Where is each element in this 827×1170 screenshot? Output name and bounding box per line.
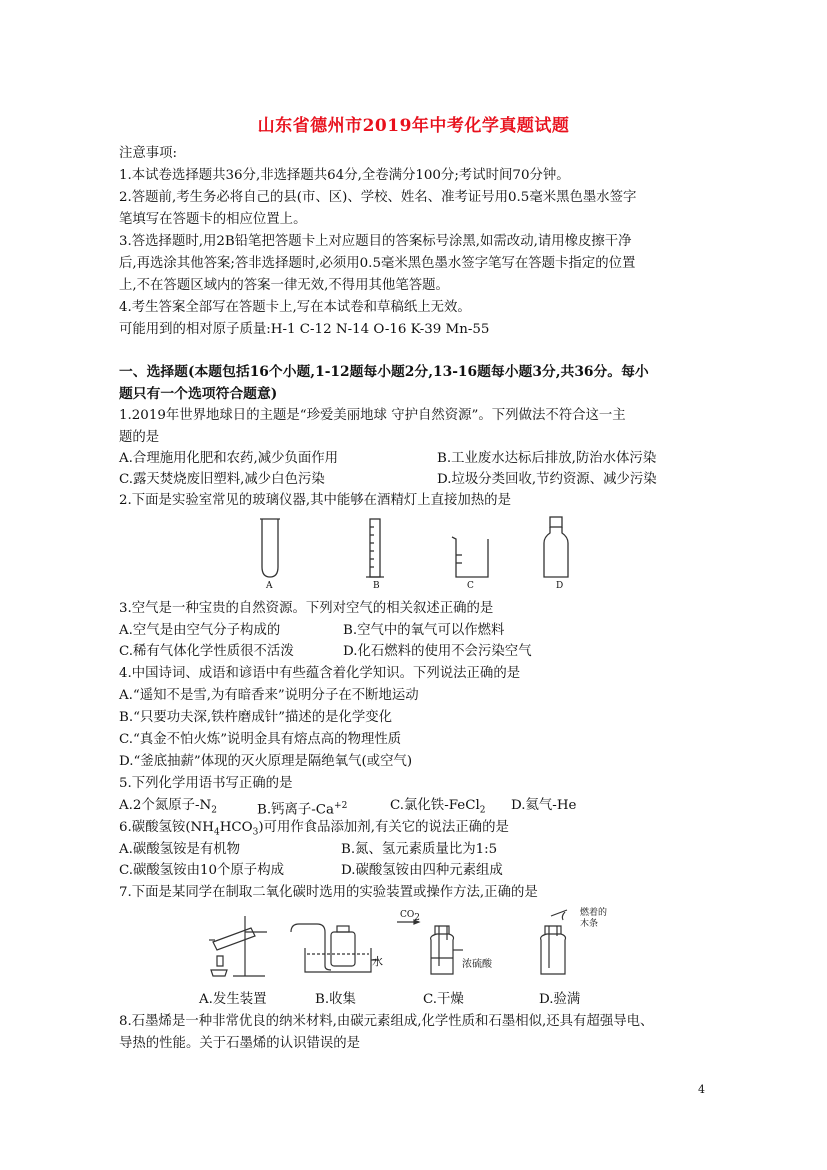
full-test-apparatus-icon xyxy=(541,910,567,974)
notice-heading: 注意事项: xyxy=(119,146,178,161)
q5-option-d: D.氦气-He xyxy=(511,798,577,813)
q4-option-a: A.“遥知不是雪,为有暗香来”说明分子在不断地运动 xyxy=(119,688,419,703)
q7-stem: 7.下面是某同学在制取二氧化碳时选用的实验装置或操作方法,正确的是 xyxy=(119,885,538,900)
q3-option-a: A.空气是由空气分子构成的 xyxy=(119,623,281,638)
q6-option-c: C.碳酸氢铵由10个原子构成 xyxy=(119,863,284,878)
q8-stem: 导热的性能。关于石墨烯的认识错误的是 xyxy=(119,1036,361,1051)
test-tube-icon xyxy=(260,519,280,577)
glassware-figure xyxy=(250,515,570,595)
generation-apparatus-icon xyxy=(209,916,267,976)
q4-option-c: C.“真金不怕火炼”说明金具有熔点高的物理性质 xyxy=(119,732,402,747)
q2-label-a: A xyxy=(266,581,273,591)
notice-item: 4.考生答案全部写在答题卡上,写在本试卷和草稿纸上无效。 xyxy=(119,300,471,315)
atomic-mass-line: 可能用到的相对原子质量:H-1 C-12 N-14 O-16 K-39 Mn-55 xyxy=(119,322,490,337)
notice-item: 2.答题前,考生务必将自己的县(市、区)、学校、姓名、准考证号用0.5毫米黑色墨水签字 xyxy=(119,190,637,205)
q1-option-c: C.露天焚烧废旧塑料,减少白色污染 xyxy=(119,472,325,487)
notice-item: 笔填写在答题卡的相应位置上。 xyxy=(119,212,307,227)
q1-stem: 题的是 xyxy=(119,430,160,445)
q5-option-b: B.钙离子$-Ca^{+2}$ xyxy=(257,801,348,818)
q1-option-d: D.垃圾分类回收,节约资源、减少污染 xyxy=(437,472,657,487)
q2-label-c: C xyxy=(467,581,474,591)
reagent-bottle-icon xyxy=(544,517,568,577)
q4-option-b: B.“只要功夫深,铁杵磨成针”描述的是化学变化 xyxy=(119,710,393,725)
q5-stem: 5.下列化学用语书写正确的是 xyxy=(119,776,293,791)
q7-option-b: B.收集 xyxy=(315,992,356,1007)
label-co2: $CO_2$ xyxy=(400,910,420,923)
q4-stem: 4.中国诗词、成语和谚语中有些蕴含着化学知识。下列说法正确的是 xyxy=(119,666,521,681)
q1-option-a: A.合理施用化肥和农药,减少负面作用 xyxy=(119,451,339,466)
section-heading: 题只有一个选项符合题意) xyxy=(119,386,278,402)
notice-item: 1.本试卷选择题共36分,非选择题共64分,全卷满分100分;考试时间70分钟。 xyxy=(119,168,570,183)
q1-option-b: B.工业废水达标后排放,防治水体污染 xyxy=(437,451,657,466)
q3-stem: 3.空气是一种宝贵的自然资源。下列对空气的相关叙述正确的是 xyxy=(119,601,494,616)
label-water: 水 xyxy=(372,955,383,968)
q7-option-c: C.干燥 xyxy=(423,992,464,1007)
q3-option-d: D.化石燃料的使用不会污染空气 xyxy=(343,644,532,659)
q2-stem: 2.下面是实验室常见的玻璃仪器,其中能够在酒精灯上直接加热的是 xyxy=(119,493,511,508)
q1-stem: 1.2019年世界地球日的主题是“珍爱美丽地球 守护自然资源”。下列做法不符合这一主 xyxy=(119,408,626,423)
label-burning-stick: 燃着的 xyxy=(580,908,608,918)
label-conc-sulfuric-acid: 浓硫酸 xyxy=(462,959,492,970)
page-number: 4 xyxy=(698,1083,705,1096)
page-title: 山东省德州市2019年中考化学真题试题 xyxy=(257,116,570,136)
q7-option-d: D.验满 xyxy=(539,992,581,1007)
q6-option-a: A.碳酸氢铵是有机物 xyxy=(119,842,241,857)
q8-stem: 8.石墨烯是一种非常优良的纳米材料,由碳元素组成,化学性质和石墨相似,还具有超强导电、 xyxy=(119,1014,654,1029)
drying-apparatus-icon xyxy=(397,920,463,974)
q2-label-d: D xyxy=(556,581,564,591)
q5-option-a: A.2个氮原子$-N_2$ xyxy=(119,798,217,816)
q3-option-b: B.空气中的氧气可以作燃料 xyxy=(343,623,505,638)
notice-item: 上,不在答题区域内的答案一律无效,不得用其他笔答题。 xyxy=(119,278,449,293)
q7-option-a: A.发生装置 xyxy=(199,992,267,1007)
q6-stem: 6.碳酸氢铵$(NH_4HCO_3)$可用作食品添加剂,有关它的说法正确的是 xyxy=(119,820,509,838)
label-burning-stick: 木条 xyxy=(580,919,599,929)
notice-item: 后,再选涂其他答案;答非选择题时,必须用0.5毫米黑色墨水签字笔写在答题卡指定的位置 xyxy=(119,256,636,271)
q3-option-c: C.稀有气体化学性质很不活泼 xyxy=(119,644,294,659)
q6-option-b: B.氮、氢元素质量比为1:5 xyxy=(341,842,498,857)
section-heading: 一、选择题(本题包括16个小题,1-12题每小题2分,13-16题每小题3分,共36分。每小 xyxy=(119,364,649,380)
graduated-cylinder-icon xyxy=(366,519,384,577)
collection-apparatus-icon xyxy=(291,924,379,972)
beaker-icon xyxy=(452,537,488,577)
notice-item: 3.答选择题时,用2B铅笔把答题卡上对应题目的答案标号涂黑,如需改动,请用橡皮擦干净 xyxy=(119,234,632,249)
q4-option-d: D.“釜底抽薪”体现的灭火原理是隔绝氧气(或空气) xyxy=(119,754,413,769)
q5-option-c: C.氯化铁-FeCl$_2$ xyxy=(390,798,486,816)
q6-option-d: D.碳酸氢铵由四种元素组成 xyxy=(341,863,503,878)
q2-label-b: B xyxy=(373,581,380,591)
